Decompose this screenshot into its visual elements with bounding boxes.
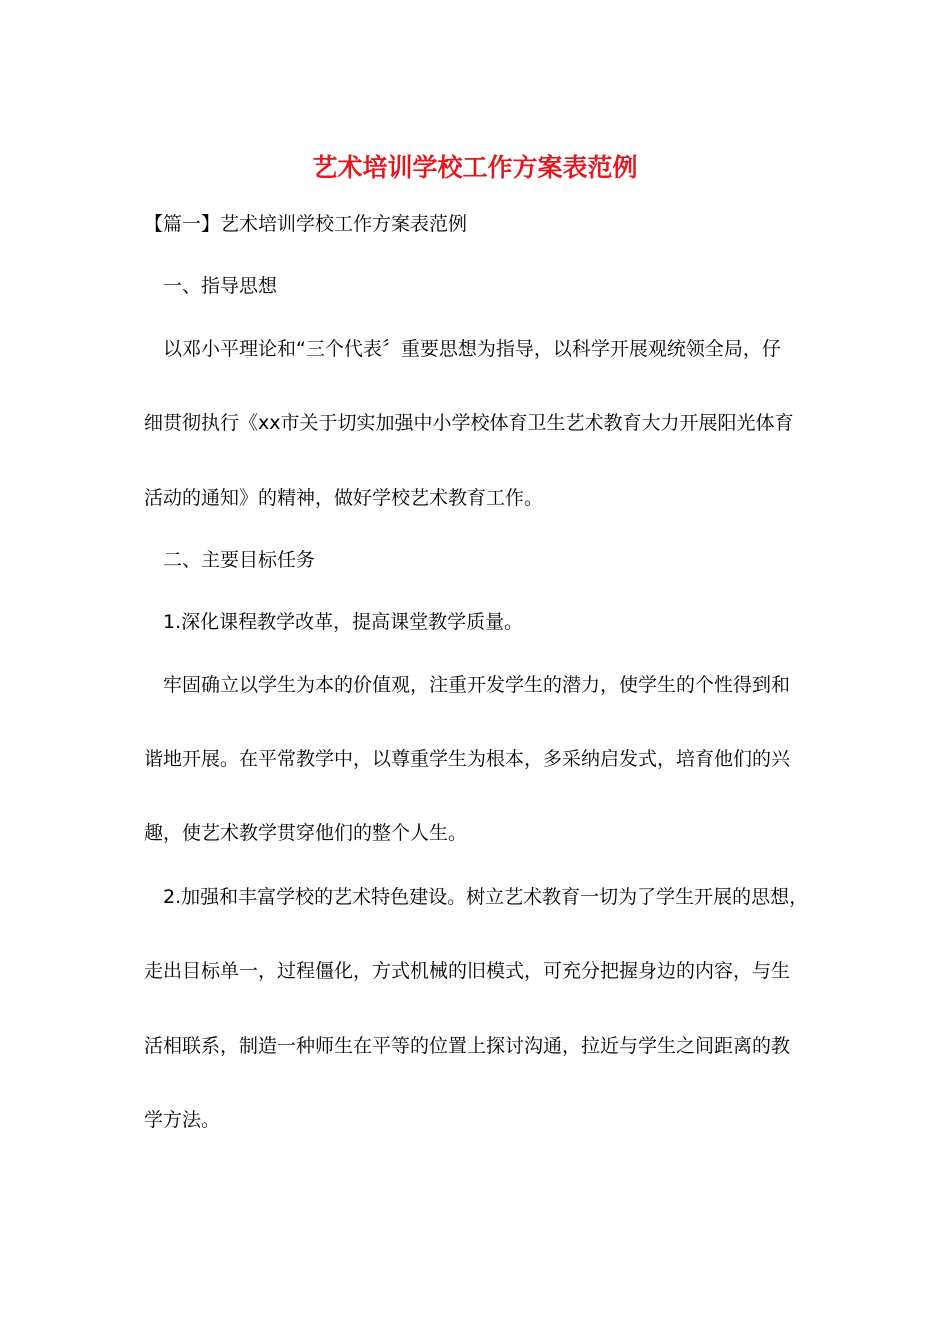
- paragraph-line: 趣，使艺术教学贯穿他们的整个人生。: [144, 822, 468, 844]
- paragraph-line: 谐地开展。在平常教学中，以尊重学生为根本，多采纳启发式，培育他们的兴: [144, 748, 791, 770]
- paragraph-line: 以邓小平理论和“三个代表〞重要思想为指导，以科学开展观统领全局，仔: [163, 338, 781, 360]
- heading-main-goals: 二、主要目标任务: [163, 549, 316, 571]
- paragraph-line: 牢固确立以学生为本的价值观，注重开发学生的潜力，使学生的个性得到和: [163, 674, 791, 696]
- heading-guiding-ideology: 一、指导思想: [163, 275, 278, 297]
- paragraph-line: 活相联系，制造一种师生在平等的位置上探讨沟通，拉近与学生之间距离的教: [144, 1035, 791, 1057]
- paragraph-line: 学方法。: [144, 1109, 221, 1131]
- paragraph-line: 活动的通知》的精神，做好学校艺术教育工作。: [144, 487, 544, 509]
- list-item-1: 1.深化课程教学改革，提高课堂教学质量。: [163, 611, 524, 633]
- list-item-2: 2.加强和丰富学校的艺术特色建设。树立艺术教育一切为了学生开展的思想，: [163, 886, 809, 908]
- paragraph-line: 细贯彻执行《xx市关于切实加强中小学校体育卫生艺术教育大力开展阳光体育: [144, 412, 794, 434]
- document-title: 艺术培训学校工作方案表范例: [312, 153, 638, 182]
- section-heading-part-one: 【篇一】艺术培训学校工作方案表范例: [144, 213, 468, 235]
- paragraph-line: 走出目标单一，过程僵化，方式机械的旧模式，可充分把握身边的内容，与生: [144, 960, 791, 982]
